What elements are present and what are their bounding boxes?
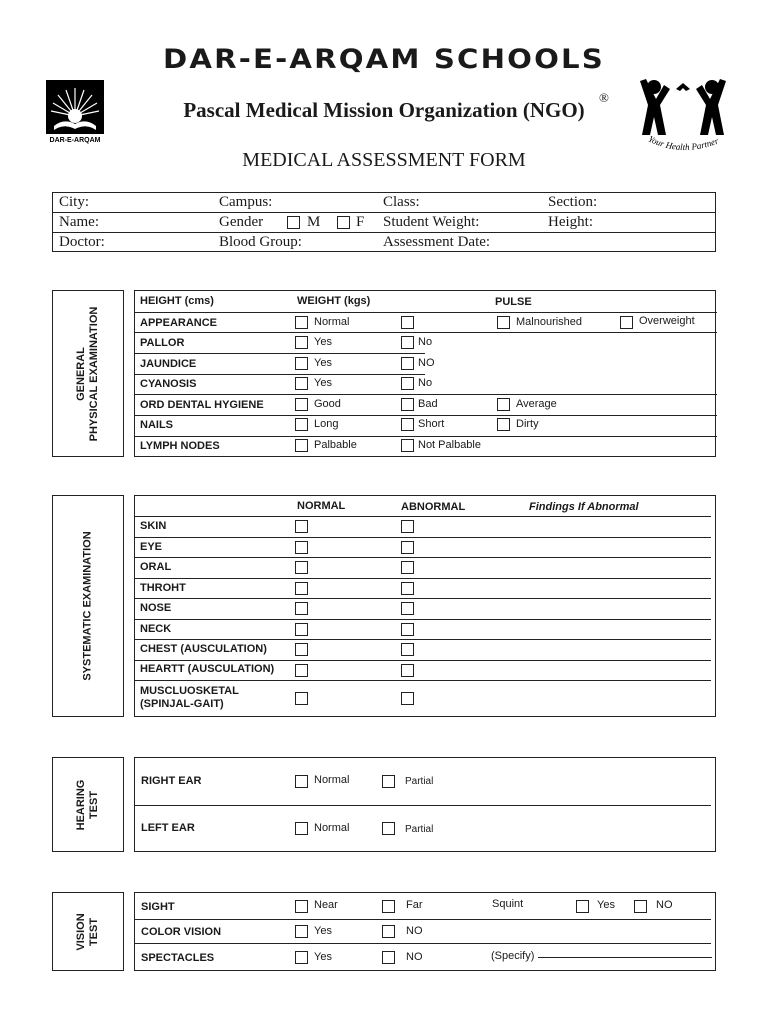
dental-average-checkbox[interactable]	[497, 398, 510, 411]
color-vision-yes-label: Yes	[314, 925, 332, 937]
blood-group-label: Blood Group:	[219, 234, 302, 250]
dental-good-checkbox[interactable]	[295, 398, 308, 411]
svg-text:DAR-E-ARQAM: DAR-E-ARQAM	[49, 137, 101, 144]
jaundice-label: JAUNDICE	[140, 358, 197, 370]
right-ear-normal-label: Normal	[314, 774, 350, 786]
doctor-label: Doctor:	[59, 234, 105, 250]
campus-label: Campus:	[219, 194, 273, 210]
neck-abnormal-checkbox[interactable]	[401, 623, 414, 636]
gender-m-checkbox[interactable]	[287, 216, 300, 229]
sight-far-label: Far	[406, 899, 423, 911]
systematic-exam-box	[134, 495, 716, 717]
appearance-overweight-checkbox[interactable]	[620, 316, 633, 329]
spectacles-yes-label: Yes	[314, 951, 332, 963]
jaundice-no-checkbox[interactable]	[401, 357, 414, 370]
pulse-label: PULSE	[495, 296, 532, 308]
jaundice-no-label: NO	[418, 357, 435, 369]
appearance-malnourished-checkbox[interactable]	[497, 316, 510, 329]
left-ear-label: LEFT EAR	[141, 822, 195, 834]
color-vision-no-label: NO	[406, 925, 423, 937]
squint-no-label: NO	[656, 899, 673, 911]
spectacles-no-checkbox[interactable]	[382, 951, 395, 964]
squint-label: Squint	[492, 898, 524, 910]
lymph-palbable-checkbox[interactable]	[295, 439, 308, 452]
spinal-gait-label: (SPINJAL-GAIT)	[140, 698, 224, 710]
lymph-palbable-label: Palbable	[314, 439, 357, 451]
chest-label: CHEST (AUSCULATION)	[140, 643, 267, 655]
city-label: City:	[59, 194, 90, 210]
appearance-overweight-label: Overweight	[639, 315, 695, 327]
registered-mark: ®	[599, 90, 609, 105]
height-label: Height:	[548, 214, 593, 230]
vision-test-box	[134, 892, 716, 971]
nose-label: NOSE	[140, 602, 172, 614]
name-label: Name:	[59, 214, 99, 230]
musculoskeletal-abnormal-checkbox[interactable]	[401, 692, 414, 705]
specify-label: (Specify)	[491, 950, 535, 962]
systematic-exam-label: SYSTEMATIC EXAMINATION	[81, 531, 94, 681]
nose-abnormal-checkbox[interactable]	[401, 602, 414, 615]
general-exam-label-box	[52, 290, 124, 457]
color-vision-yes-checkbox[interactable]	[295, 925, 308, 938]
general-exam-label: GENERAL PHYSICAL EXAMINATION	[75, 306, 100, 441]
nose-normal-checkbox[interactable]	[295, 602, 308, 615]
spectacles-yes-checkbox[interactable]	[295, 951, 308, 964]
info-row-1	[53, 193, 715, 213]
oral-normal-checkbox[interactable]	[295, 561, 308, 574]
neck-label: NECK	[140, 623, 172, 635]
skin-label: SKIN	[140, 520, 167, 532]
pallor-yes-label: Yes	[314, 336, 332, 348]
spectacles-no-label: NO	[406, 951, 423, 963]
lymph-not-palbable-label: Not Palbable	[418, 439, 481, 451]
nails-dirty-label: Dirty	[516, 418, 539, 430]
neck-normal-checkbox[interactable]	[295, 623, 308, 636]
appearance-malnourished-label: Malnourished	[516, 316, 583, 328]
lymph-not-palbable-checkbox[interactable]	[401, 439, 414, 452]
left-ear-partial-label: Partial	[405, 824, 434, 835]
nails-long-checkbox[interactable]	[295, 418, 308, 431]
oral-label: ORAL	[140, 561, 172, 573]
info-row-3	[53, 233, 715, 253]
appearance-blank-checkbox[interactable]	[401, 316, 414, 329]
cyanosis-label: CYANOSIS	[140, 378, 197, 390]
sight-near-checkbox[interactable]	[295, 900, 308, 913]
student-info-table	[52, 192, 716, 252]
assessment-date-label: Assessment Date:	[383, 234, 491, 250]
right-ear-label: RIGHT EAR	[141, 775, 202, 787]
heart-abnormal-checkbox[interactable]	[401, 664, 414, 677]
cyanosis-yes-checkbox[interactable]	[295, 377, 308, 390]
squint-yes-checkbox[interactable]	[576, 900, 589, 913]
findings-header: Findings If Abnormal	[529, 501, 639, 513]
gender-f-label: F	[356, 214, 365, 230]
school-name: DAR-E-ARQAM SCHOOLS	[163, 44, 605, 75]
heart-label: HEARTT (AUSCULATION)	[140, 663, 275, 675]
right-ear-normal-checkbox[interactable]	[295, 775, 308, 788]
normal-header: NORMAL	[297, 500, 346, 512]
squint-no-checkbox[interactable]	[634, 900, 647, 913]
musculoskeletal-normal-checkbox[interactable]	[295, 692, 308, 705]
vision-test-label-box	[52, 892, 124, 971]
pallor-no-checkbox[interactable]	[401, 336, 414, 349]
throat-normal-checkbox[interactable]	[295, 582, 308, 595]
dental-bad-checkbox[interactable]	[401, 398, 414, 411]
skin-normal-checkbox[interactable]	[295, 520, 308, 533]
squint-yes-label: Yes	[597, 899, 615, 911]
appearance-label: APPEARANCE	[140, 317, 218, 329]
hearing-test-box	[134, 757, 716, 852]
svg-text:Your Health Partner: Your Health Partner	[646, 133, 720, 153]
section-label: Section:	[548, 194, 598, 210]
dental-bad-label: Bad	[418, 398, 438, 410]
appearance-normal-label: Normal	[314, 316, 350, 328]
spectacles-label: SPECTACLES	[141, 952, 215, 964]
systematic-exam-label-box	[52, 495, 124, 717]
dental-average-label: Average	[516, 398, 557, 410]
height-cms-label: HEIGHT (cms)	[140, 295, 214, 307]
pallor-no-label: No	[418, 336, 433, 348]
dental-good-label: Good	[314, 398, 341, 410]
eye-abnormal-checkbox[interactable]	[401, 541, 414, 554]
gender-label: Gender	[219, 214, 264, 230]
throat-label: THROHT	[140, 582, 186, 594]
pallor-label: PALLOR	[140, 337, 185, 349]
hearing-test-label-box	[52, 757, 124, 852]
gender-m-label: M	[307, 214, 321, 230]
throat-abnormal-checkbox[interactable]	[401, 582, 414, 595]
gender-f-checkbox[interactable]	[337, 216, 350, 229]
oral-abnormal-checkbox[interactable]	[401, 561, 414, 574]
heart-normal-checkbox[interactable]	[295, 664, 308, 677]
nails-dirty-checkbox[interactable]	[497, 418, 510, 431]
musculoskeletal-label: MUSCLUOSKETAL	[140, 685, 239, 697]
jaundice-yes-checkbox[interactable]	[295, 357, 308, 370]
appearance-normal-checkbox[interactable]	[295, 316, 308, 329]
general-exam-box	[134, 290, 716, 457]
abnormal-header: ABNORMAL	[401, 501, 466, 513]
sight-near-label: Near	[314, 899, 338, 911]
info-row-2	[53, 213, 715, 233]
left-ear-normal-label: Normal	[314, 822, 350, 834]
color-vision-label: COLOR VISION	[141, 926, 222, 938]
eye-label: EYE	[140, 541, 163, 553]
nails-short-checkbox[interactable]	[401, 418, 414, 431]
cyanosis-no-checkbox[interactable]	[401, 377, 414, 390]
pallor-yes-checkbox[interactable]	[295, 336, 308, 349]
form-title: MEDICAL ASSESSMENT FORM	[242, 149, 526, 171]
chest-abnormal-checkbox[interactable]	[401, 643, 414, 656]
chest-normal-checkbox[interactable]	[295, 643, 308, 656]
eye-normal-checkbox[interactable]	[295, 541, 308, 554]
right-ear-partial-label: Partial	[405, 776, 434, 787]
organization-name: Pascal Medical Mission Organization (NGO)	[183, 98, 585, 122]
left-ear-partial-checkbox[interactable]	[382, 822, 395, 835]
weight-kgs-label: WEIGHT (kgs)	[297, 295, 371, 307]
right-ear-partial-checkbox[interactable]	[382, 775, 395, 788]
dental-hygiene-label: ORD DENTAL HYGIENE	[140, 399, 264, 411]
nails-long-label: Long	[314, 418, 339, 430]
cyanosis-yes-label: Yes	[314, 377, 332, 389]
left-ear-normal-checkbox[interactable]	[295, 822, 308, 835]
hearing-test-label: HEARING TEST	[75, 779, 100, 830]
skin-abnormal-checkbox[interactable]	[401, 520, 414, 533]
cyanosis-no-label: No	[418, 377, 433, 389]
class-label: Class:	[383, 194, 420, 210]
jaundice-yes-label: Yes	[314, 357, 332, 369]
color-vision-no-checkbox[interactable]	[382, 925, 395, 938]
sight-far-checkbox[interactable]	[382, 900, 395, 913]
specify-line[interactable]	[538, 957, 712, 958]
nails-short-label: Short	[418, 418, 445, 430]
nails-label: NAILS	[140, 419, 173, 431]
sight-label: SIGHT	[141, 901, 175, 913]
vision-test-label: VISION TEST	[75, 912, 100, 951]
student-weight-label: Student Weight:	[383, 214, 480, 230]
lymph-nodes-label: LYMPH NODES	[140, 440, 220, 452]
